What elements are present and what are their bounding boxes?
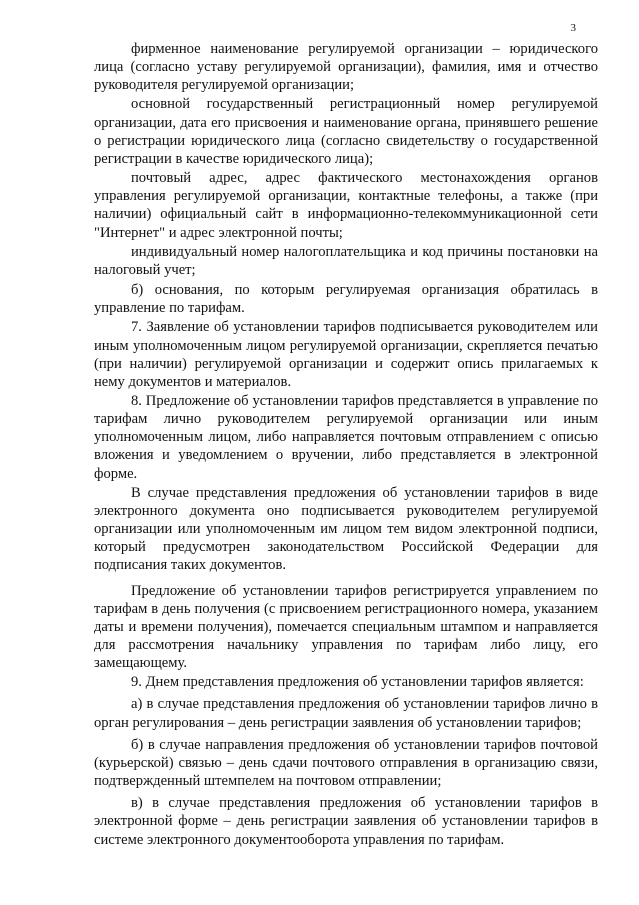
paragraph-tax-id: индивидуальный номер налогоплательщика и код причины постановки на налоговый учет;	[94, 243, 598, 278]
page-number: 3	[570, 22, 576, 34]
scan-footer-mark: · · · · · · · · · · · · · · · · · · · · · · · ·	[6, 899, 95, 903]
paragraph-registration-number: основной государственный регистрационный номер регулируемой организации, дата его присвоения и наименование органа, принявшего решение о регистрации юридического лица (согласно свидетельству о государственной регистрации в качестве юридического лица);	[94, 96, 598, 167]
paragraph-electronic-document: В случае представления предложения об установлении тарифов в виде электронного документа оно подписывается руководителем регулируемой организации или уполномоченным им лицом тем видом электронной подписи, который предусмотрен законодательством Российской Федерации для подписания таких документов.	[94, 484, 598, 574]
paragraph-item-8: 8. Предложение об установлении тарифов представляется в управление по тарифам лично руководителем регулируемой организации или иным уполномоченным лицом, либо направляется почтовым отправлением с описью вложения и уведомлением о вручении, либо представляется в электронной форме.	[94, 392, 598, 482]
paragraph-grounds: б) основания, по которым регулируемая организация обратилась в управление по тарифам.	[94, 282, 598, 317]
paragraph-item-9b: б) в случае направления предложения об установлении тарифов почтовой (курьерской) связью – день сдачи почтового отправления в организацию связи, подтвержденный штемпелем на почтовом отправлении;	[94, 736, 598, 790]
paragraph-registration-of-proposal: Предложение об установлении тарифов регистрируется управлением по тарифам в день получения (с присвоением регистрационного номера, указанием даты и времени получения), помечается специальным штампом и направляется для рассмотрения начальнику управления по тарифам либо лицу, его замещающему.	[94, 582, 598, 672]
paragraph-item-7: 7. Заявление об установлении тарифов подписывается руководителем или иным уполномоченным лицом регулируемой организации, скрепляется печатью (при наличии) регулируемой организации и содержит опись прилагаемых к нему документов и материалов.	[94, 319, 598, 390]
document-body	[94, 40, 598, 849]
paragraph-postal-address: почтовый адрес, адрес фактического местонахождения органов управления регулируемой организации, контактные телефоны, а также (при наличии) официальный сайт в информационно-телекоммуникационной сети "Интернет" и адрес электронной почты;	[94, 170, 598, 241]
paragraph-item-9: 9. Днем представления предложения об установлении тарифов является:	[131, 674, 584, 691]
paragraph-item-9c: в) в случае представления предложения об установлении тарифов в электронной форме – день регистрации заявления об установлении тарифов в системе электронного документооборота управления по тарифам.	[94, 795, 598, 848]
paragraph-item-9a: а) в случае представления предложения об установлении тарифов лично в орган регулирования – день регистрации заявления об установлении тарифов;	[94, 696, 598, 731]
paragraph-company-name: фирменное наименование регулируемой организации – юридического лица (согласно уставу регулируемой организации), фамилия, имя и отчество руководителя регулируемой организации;	[94, 41, 598, 94]
